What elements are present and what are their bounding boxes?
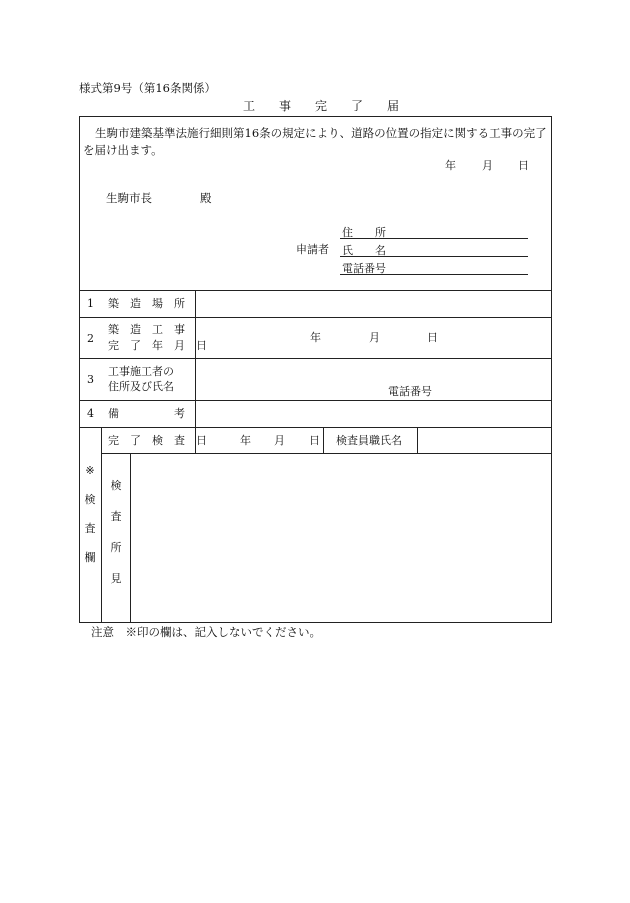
row-1-number: 1 xyxy=(87,297,94,310)
column-divider xyxy=(101,427,102,623)
applicant-address-label: 住 所 xyxy=(342,226,386,239)
inspector-field[interactable] xyxy=(418,428,551,453)
row-3-number: 3 xyxy=(87,373,94,386)
date-month-label: 月 xyxy=(482,159,493,172)
row-2-month: 月 xyxy=(369,331,380,344)
row-2-year: 年 xyxy=(310,331,321,344)
row-1-label: 築 造 場 所 xyxy=(108,297,185,310)
row-2-day: 日 xyxy=(427,331,438,344)
inspection-side-label: ※ 検 査 欄 xyxy=(84,464,96,564)
column-divider xyxy=(323,427,324,453)
addressee-honorific: 殿 xyxy=(200,191,212,205)
applicant-name-label: 氏 名 xyxy=(342,244,386,257)
footer-note: 注意 ※印の欄は、記入しないでください。 xyxy=(91,625,321,639)
row-3-phone-label: 電話番号 xyxy=(388,385,432,398)
row-3-label-line1: 工事施工者の xyxy=(108,365,174,378)
intro-line-2: を届け出ます。 xyxy=(83,143,163,157)
inspection-year: 年 xyxy=(240,434,251,447)
row-2-label-line2: 完 了 年 月 日 xyxy=(108,339,207,352)
form-number: 様式第9号（第16条関係） xyxy=(79,81,216,95)
row-2-number: 2 xyxy=(87,332,94,345)
addressee-name: 生駒市長 xyxy=(106,191,152,205)
remarks-field[interactable] xyxy=(196,401,551,427)
construction-site-field[interactable] xyxy=(196,291,551,317)
row-4-label: 備 考 xyxy=(108,407,185,420)
row-2-label-line1: 築 造 工 事 xyxy=(108,323,185,336)
row-4-number: 4 xyxy=(87,407,94,420)
inspection-day: 日 xyxy=(309,434,320,447)
applicant-label: 申請者 xyxy=(296,243,329,256)
findings-field[interactable] xyxy=(131,454,551,622)
row-divider xyxy=(79,358,552,359)
row-3-label-line2: 住所及び氏名 xyxy=(108,380,174,393)
findings-label: 検 査 所 見 xyxy=(110,479,122,585)
intro-line-1: 生駒市建築基準法施行細則第16条の規定により、道路の位置の指定に関する工事の完了 xyxy=(95,126,547,140)
applicant-name-line[interactable] xyxy=(340,256,528,257)
applicant-address-line[interactable] xyxy=(340,238,528,239)
inspection-month: 月 xyxy=(274,434,285,447)
date-day-label: 日 xyxy=(518,159,529,172)
applicant-phone-label: 電話番号 xyxy=(342,262,386,275)
row-divider xyxy=(79,317,552,318)
page-title: 工 事 完 了 届 xyxy=(243,99,400,113)
applicant-phone-line[interactable] xyxy=(340,274,528,275)
completion-inspection-label: 完 了 検 査 日 xyxy=(108,434,207,447)
inspector-label: 検査員職氏名 xyxy=(336,434,402,447)
date-year-label: 年 xyxy=(445,159,456,172)
